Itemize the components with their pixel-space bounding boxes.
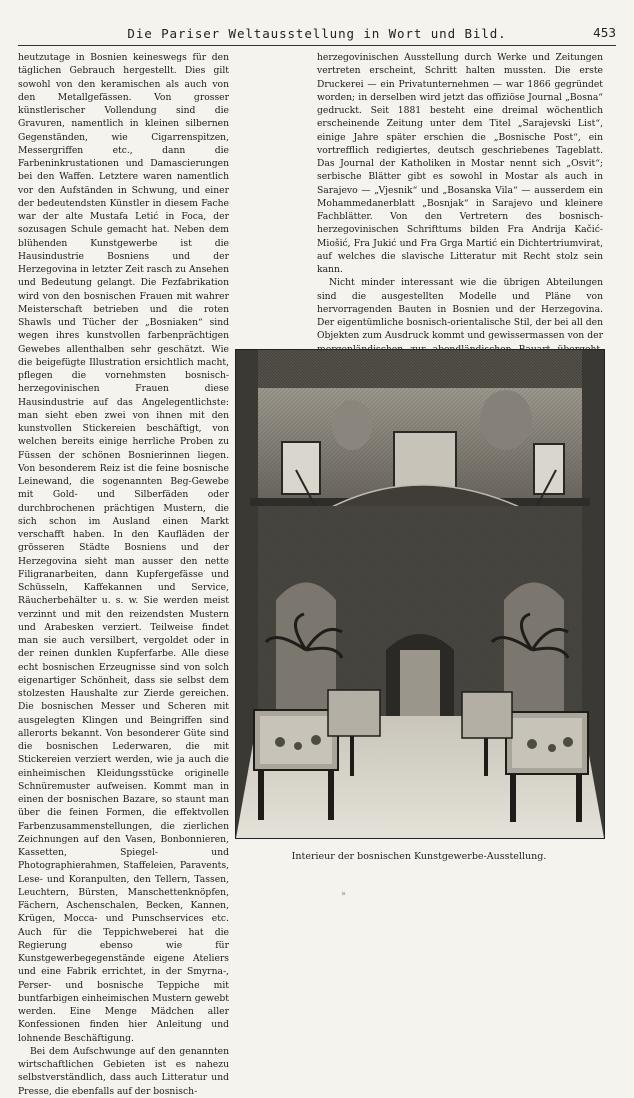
- left-text-column: [18, 51, 229, 1097]
- right-text-column: [317, 51, 603, 347]
- right-paragraph-2: Nicht minder interessant wie die übrigen Abteilungen sind die ausgestellten Modelle und Pläne von hervorragenden Bauten in Bosnien und der Herzegovina. Der eigentümliche bosnisch-orientalische Stil, der bei all den Objekten zum Ausdruck kommt und gewissermassen von der: [317, 277, 603, 342]
- figure-caption: Interieur der bosnischen Kunstgewerbe-Ausstellung.: [291, 851, 547, 862]
- footer-mark: »: [341, 889, 346, 898]
- page-header: [18, 26, 616, 44]
- exhibition-interior-engraving: [236, 350, 604, 838]
- left-paragraph-2: Bei dem Aufschwunge auf den genannten wirtschaftlichen Gebieten ist es nahezu selbstverständlich, dass auch Litteratur und Presse, die ebenfalls auf der bosnisch-: [18, 1045, 229, 1097]
- running-title: Die Pariser Weltausstellung in Wort und Bild.: [127, 26, 507, 41]
- left-paragraph-1: heutzutage in Bosnien keineswegs für den täglichen Gebrauch hergestellt. Dies gilt sowohl von den keramischen als auch von den Metallgefässen. Von grosser künstlerischer Vollendung sind die Gravuren, namentlich in kleinen silbernen Gegenständen, wie Cigarrenspitzen, Messergriffen etc., dann die Farbeninkrustationen und Damascierungen bei den Waffen. Letztere waren namentlich vor den Aufständen in Schwung, und einer der bedeutendsten Künstler in diesem Fache war der alte Mustafa Letić in Foca, der sozusagen Schule gemacht hat. Neben dem blühenden Kunstgewerbe ist die Hausindustrie Bosniens und der Herzegovina in letzter Zeit rasch zu Ansehen und Bedeutung gelangt. Die Fezfabrikation wird von den bosnischen Frauen mit wahrer Meisterschaft betrieben und die roten Shawls und Tücher der „Bosniaken“ sind wegen ihres kunstvollen farbenprächtigen Gewebes allenthalben sehr geschätzt. Wie die beigefügte Illustration ersichtlich macht, pflegen die vornehmsten bosnisch-herzegovinischen Frauen diese Hausindustrie auf das Angelegentlichste: man sieht eben zwei von ihnen mit den kunstvollen Stickereien beschäftigt, von welchen bereits einige herrliche Proben zu Füssen der schönen Bosnierinnen liegen. Von besonderem Reiz ist die feine bosnische Leinewand, die sogenannten Beg-Gewebe mit Gold- und Silberfäden oder durchbrochenen prächtigen Mustern, die sich schon im Ausland einen Markt verschafft haben. In den Kaufläden der grösseren Städte Bosniens und der Herzegovina sieht man ausser den nette Filigranarbeiten, dann Kupfergefässe und Schüsseln, Kaffekannen und Service, Räucherbehälter u. s. w. Sie werden meist verzinnt und mit den reizendsten Mustern und Arabesken verziert. Teilweise findet man sie auch versilbert, vergoldet oder in der reinen dunklen Kupferfarbe. Alle diese echt bosnischen Erzeugnisse sind von solch eigenartiger Schönheit, dass sie selbst dem stolzesten Haushalte zur Zierde gereichen. Die bosnischen Messer und Scheren mit ausgelegten Klingen und Beingriffen sind allerorts bekannt. Von besonderer Güte sind die bosnischen Lederwaren, die mit Stickereien verziert werden, wie ja auch die einheimischen Kleidungsstücke originelle Schnüremuster aufweisen. Kommt man in einen der bosnischen Bazare, so staunt man über die feinen Formen, die effektvollen Farbenzusammenstellungen, die zierlichen Zeichnungen auf den Vasen, Bonbonnieren, Kassetten, Spiegel- und Photographierahmen, Staffeleien, Paravents, Lese- und Koranpulten, den Tellern, Tassen, Leuchtern, Bürsten, Manschettenknöpfen, Fächern, Aschenschalen, Becken, Kannen, Krügen, Mocca- und Punschservices etc. Auch für die Teppichweberei hat die Regierung ebenso wie für Kunstgewerbegegenstände eigene Ateliers und eine Fabrik errichtet, in der Smyrna-, Perser- und bosnische Teppiche mit buntfarbigen einheimischen Mustern gewebt werden. Eine Menge Mädchen aller Konfessionen finden hier Anleitung und lohnende Beschäftigung.: [18, 52, 229, 1044]
- page-number: 453: [593, 26, 616, 40]
- right-paragraph-1: herzegovinischen Ausstellung durch Werke und Zeitungen vertreten erscheint, Schritt halten mussten. Die erste Druckerei — ein Privatunternehmen — war 1866 gegründet worden; in derselben wird jetzt das offiziöse Journal „Bosna“ gedruckt. Seit 1881 besteht eine dreimal wöchentlich erscheinende Zeitung unter dem Titel „Sarajevski List“, einige Jahre später erschien die „Bosnische Post“, ein vortrefflich redigiertes, deutsch geschriebenes Tageblatt. Das Journal der Katholiken in Mostar nennt sich „Osvit“; serbische Blätter gibt es sowohl in Mostar als auch in Sarajevo — „Vjesnik“ und „Bosanska Vila“ — ausserdem ein Mohammedanerblatt „Bosnjak“ in Sarajevo und kleinere Fachblätter. Von den Vertretern des bosnisch-herzegovinischen Schrifttums bilden Fra Andrija Kačić-Miošić, Fra Jukić und Fra Grga Martić ein Dichtertriumvirat, auf welches die slavische Litteratur mit Recht stolz sein kann.: [317, 52, 603, 275]
- exhibition-illustration: [235, 349, 605, 839]
- header-rule: [18, 45, 616, 46]
